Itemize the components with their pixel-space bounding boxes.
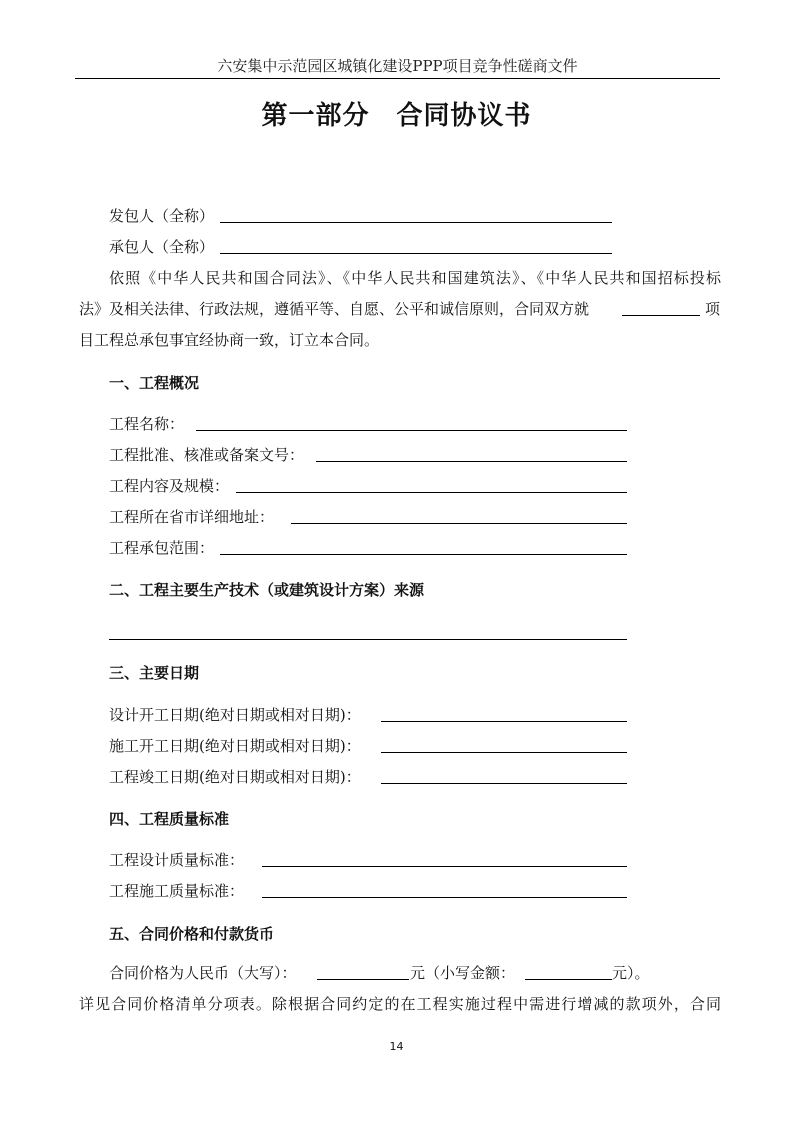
scope-label: 工程承包范围： [109, 539, 215, 557]
price-words-blank [317, 979, 409, 980]
project-name-blank [622, 315, 700, 316]
price-suffix: 元）。 [612, 964, 650, 982]
scope-field [220, 554, 627, 555]
completion-date-field [381, 783, 627, 784]
page-number: 14 [389, 1040, 404, 1053]
completion-date-label: 工程竣工日期(绝对日期或相对日期)： [109, 768, 361, 786]
section-1-heading: 一、工程概况 [109, 374, 200, 392]
section-2-heading: 二、工程主要生产技术（或建筑设计方案）来源 [109, 581, 425, 599]
design-start-field [381, 721, 627, 722]
section-4-heading: 四、工程质量标准 [109, 810, 230, 828]
construction-start-label: 施工开工日期(绝对日期或相对日期)： [109, 737, 361, 755]
approval-number-label: 工程批准、核准或备案文号： [109, 446, 305, 464]
section-5-heading: 五、合同价格和付款货币 [109, 925, 275, 943]
construction-start-field [381, 752, 627, 753]
content-scale-field [236, 492, 627, 493]
construction-quality-field [262, 897, 627, 898]
employer-label: 发包人（全称） [109, 207, 215, 225]
section-3-heading: 三、主要日期 [109, 664, 200, 682]
construction-quality-label: 工程施工质量标准： [109, 882, 245, 900]
address-label: 工程所在省市详细地址： [109, 508, 275, 526]
intro-line-3: 目工程总承包事宜经协商一致，订立本合同。 [79, 331, 380, 349]
design-start-label: 设计开工日期(绝对日期或相对日期)： [109, 706, 361, 724]
intro-line-2-after: 项 [705, 300, 721, 318]
page-title: 第一部分 合同协议书 [261, 101, 532, 131]
intro-line-2-before: 法》及相关法律、行政法规，遵循平等、自愿、公平和诚信原则，合同双方就 [79, 300, 590, 318]
project-name-label: 工程名称： [109, 415, 185, 433]
design-quality-field [262, 866, 627, 867]
price-prefix: 合同价格为人民币（大写）： [109, 964, 297, 982]
contractor-blank [220, 253, 612, 254]
contractor-label: 承包人（全称） [109, 238, 215, 256]
intro-line-1: 依照《中华人民共和国合同法》、《中华人民共和国建筑法》、《中华人民共和国招标投标 [109, 269, 721, 287]
price-mid: 元（小写金额： [410, 964, 516, 982]
employer-blank [220, 222, 612, 223]
price-figures-blank [525, 979, 612, 980]
address-field [291, 523, 627, 524]
header-rule [75, 78, 720, 79]
project-name-field [196, 430, 627, 431]
price-detail-line: 详见合同价格清单分项表。除根据合同约定的在工程实施过程中需进行增减的款项外，合同 [79, 995, 721, 1013]
design-quality-label: 工程设计质量标准： [109, 851, 245, 869]
content-scale-label: 工程内容及规模： [109, 477, 230, 495]
approval-number-field [316, 461, 627, 462]
header-text: 六安集中示范园区城镇化建设PPP项目竞争性磋商文件 [217, 57, 578, 75]
technology-source-field [109, 639, 627, 640]
